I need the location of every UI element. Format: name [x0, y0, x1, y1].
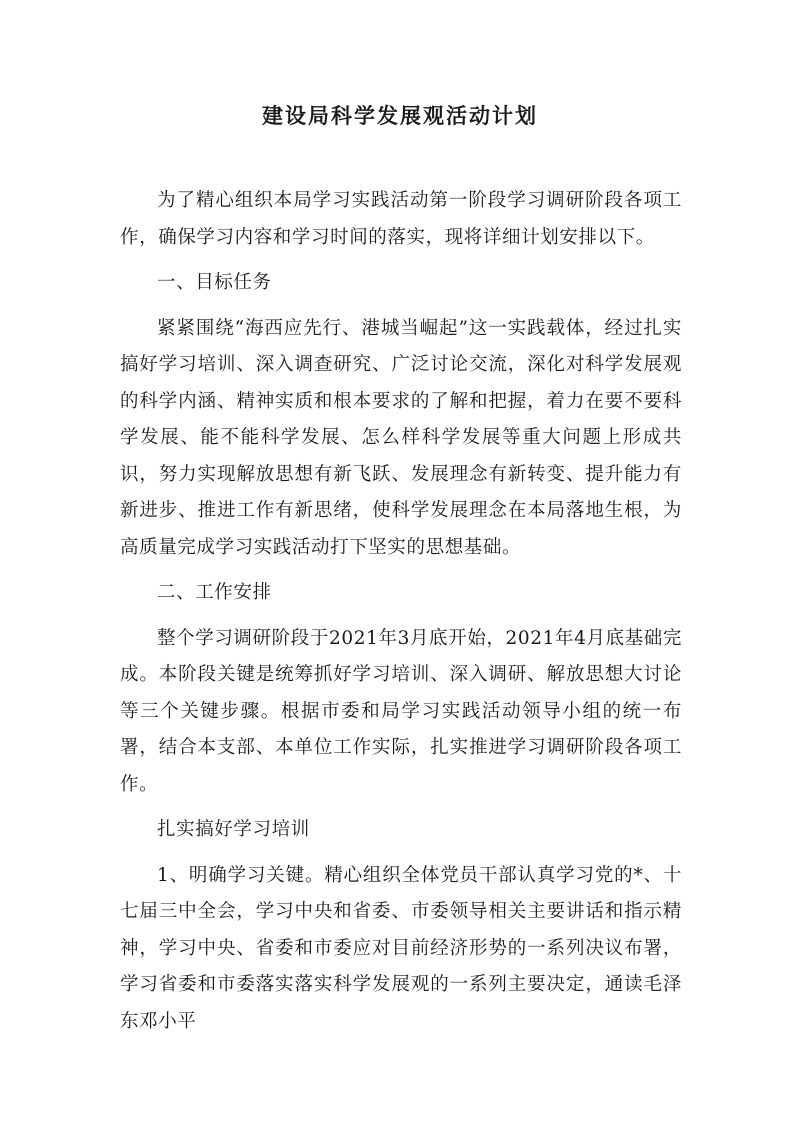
intro-paragraph: 为了精心组织本局学习实践活动第一阶段学习调研阶段各项工作，确保学习内容和学习时间的落实，现将详细计划安排以下。 — [120, 190, 682, 248]
subsection-heading-training: 扎实搞好学习培训 — [157, 819, 310, 840]
item-1-paragraph: 1、明确学习关键。精心组织全体党员干部认真学习党的*、十七届三中全会，学习中央和省委、市委领导相关主要讲话和指示精神，学习中央、省委和市委应对目前经济形势的一系列决议布署，学习省委和市委落实落实科学发展观的一系列主要决定，通读毛泽东邓小平 — [120, 864, 682, 1032]
document-title: 建设局科学发展观活动计划 — [262, 103, 538, 128]
goals-paragraph: 紧紧围绕“海西应先行、港城当崛起”这一实践载体，经过扎实搞好学习培训、深入调查研究、广泛讨论交流，深化对科学发展观的科学内涵、精神实质和根本要求的了解和把握，着力在要不要科学发展、能不能科学发展、怎么样科学发展等重大问题上形成共识，努力实现解放思想有新飞跃、发展理念有新转变、提升能力有新进步、推进工作有新思绪，使科学发展理念在本局落地生根，为高质量完成学习实践活动打下坚实的思想基础。 — [120, 317, 682, 558]
section-heading-goals: 一、目标任务 — [157, 272, 272, 293]
document-body — [120, 183, 682, 1040]
section-heading-arrangement: 二、工作安排 — [157, 582, 272, 603]
arrangement-paragraph: 整个学习调研阶段于2021年3月底开始，2021年4月底基础完成。本阶段关键是统筹抓好学习培训、深入调研、解放思想大讨论等三个关键步骤。根据市委和局学习实践活动领导小组的统一布署，结合本支部、本单位工作实际，扎实推进学习调研阶段各项工作。 — [120, 627, 682, 795]
